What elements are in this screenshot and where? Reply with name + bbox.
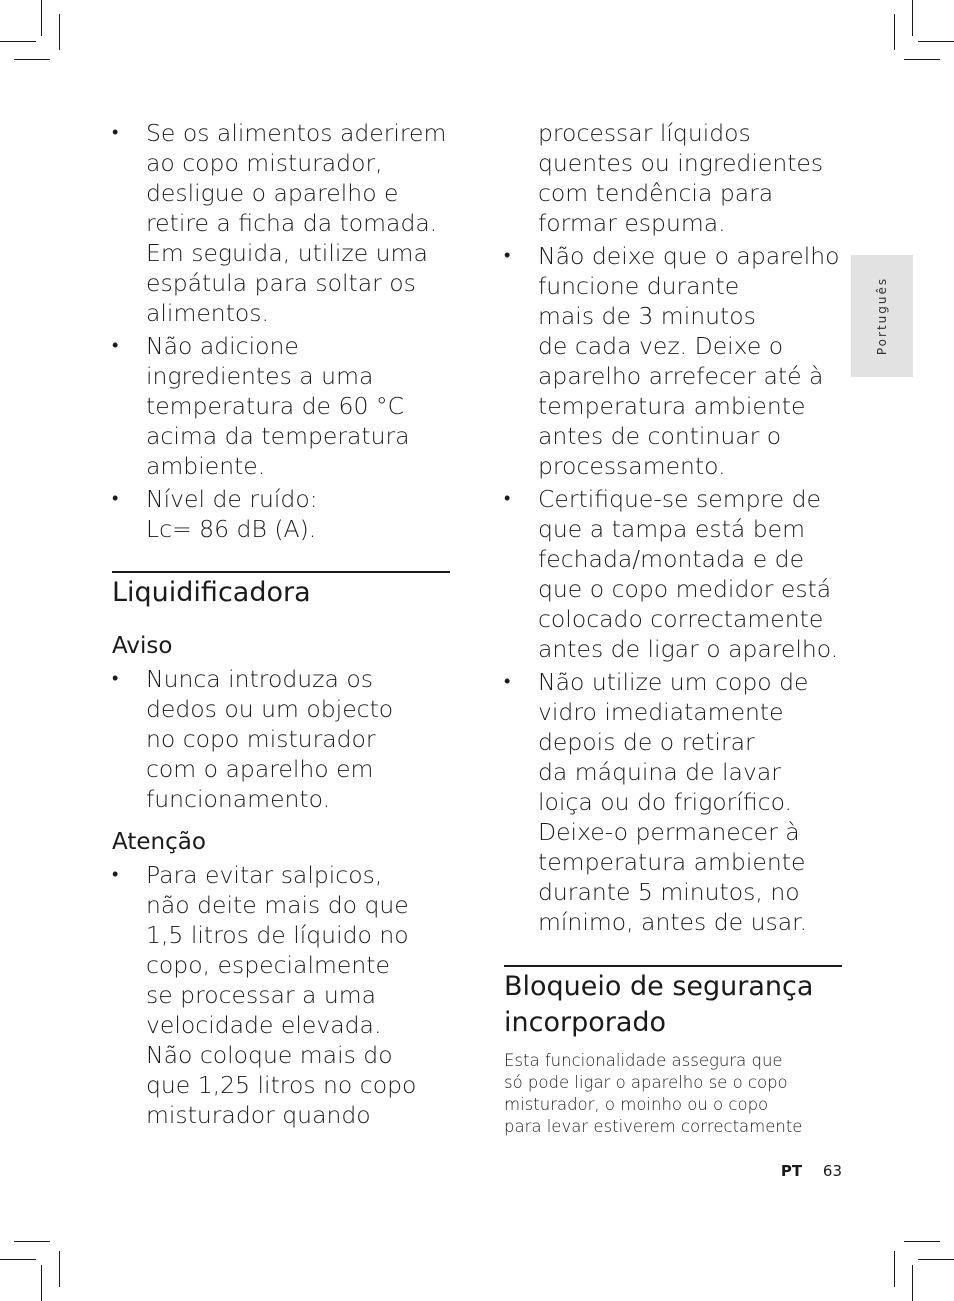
list-item [504,667,842,937]
list-item-line: aparelho arrefecer até à [538,362,824,390]
list-item-line: Em seguida, utilize uma [146,239,428,267]
bullet-list [112,118,450,544]
list-item-line: com o aparelho em [146,755,374,783]
crop-mark [912,1265,913,1301]
list-item-line: loiça ou do frigorífico. [538,788,793,816]
list-item-line: antes de ligar o aparelho. [538,635,839,663]
list-item-line: Nível de ruído: [146,485,318,513]
list-item-line: mínimo, antes de usar. [538,908,808,936]
text-line: formar espuma. [538,209,726,237]
text-line: com tendência para [538,179,774,207]
list-item-line: velocidade elevada. [146,1011,382,1039]
list-item-line: dedos ou um objecto [146,695,394,723]
list-item-line: copo, especialmente [146,951,390,979]
list-item-line: Deixe-o permanecer à [538,818,800,846]
list-item-line: vidro imediatamente [538,698,784,726]
language-tab-label: Português [875,276,889,356]
list-item-line: da máquina de lavar [538,758,781,786]
text-line: misturador, o moinho ou o copo [504,1095,769,1114]
list-item-line: que a tampa está bem [538,515,805,543]
crop-mark [912,0,913,36]
bullet-icon: • [504,245,511,266]
text-line: para levar estiverem correctamente [504,1117,803,1136]
list-item-line: se processar a uma [146,981,377,1009]
list-item-line: colocado correctamente [538,605,824,633]
crop-mark [14,1241,50,1242]
list-item-line: não deite mais do que [146,891,409,919]
list-item-line: que 1,25 litros no copo [146,1071,417,1099]
page-number: 63 [822,1162,842,1180]
list-item-line: desligue o aparelho e [146,179,399,207]
crop-mark [14,59,50,60]
list-item-line: Não deixe que o aparelho [538,242,840,270]
list-item-line: alimentos. [146,299,270,327]
list-item [112,331,450,481]
list-item-line: Certifique-se sempre de [538,485,821,513]
bullet-icon: • [112,668,119,689]
text-line: processar líquidos [538,119,751,147]
text-line: Bloqueio de segurança [504,971,814,1002]
left-column [112,118,450,1130]
list-item-line: funcionamento. [146,785,331,813]
list-item [112,118,450,328]
bullet-list [112,860,450,1130]
bullet-icon: • [504,671,511,692]
list-item-line: ao copo misturador, [146,149,383,177]
list-item-line: misturador quando [146,1101,371,1129]
section-rule [112,571,450,573]
crop-mark [904,59,940,60]
list-item-line: Lc= 86 dB (A). [146,515,317,543]
list-item-line: Para evitar salpicos, [146,861,383,889]
aviso-heading: Aviso [112,633,173,659]
list-item [112,664,450,814]
list-item-line: depois de o retirar [538,728,755,756]
crop-mark [894,1251,895,1287]
list-item-line: temperatura ambiente [538,392,806,420]
footer-language: PT [780,1162,803,1180]
right-column [504,118,842,1138]
crop-mark [904,1241,940,1242]
crop-mark [41,0,42,36]
list-item-line: ambiente. [146,452,266,480]
crop-mark [918,1259,954,1260]
list-item-line: Se os alimentos aderirem [146,119,447,147]
crop-mark [59,1251,60,1287]
bullet-icon: • [112,488,119,509]
list-item-line: que o copo medidor está [538,575,832,603]
text-line: quentes ou ingredientes [538,149,824,177]
list-item [112,484,450,544]
list-item-line: temperatura de 60 °C [146,392,405,420]
list-item-line: mais de 3 minutos [538,302,756,330]
list-item [112,860,450,1130]
bullet-icon: • [504,488,511,509]
crop-mark [0,41,36,42]
bullet-list [112,664,450,814]
crop-mark [0,1259,36,1260]
list-item-line: 1,5 litros de líquido no [146,921,409,949]
page-footer [781,1162,842,1180]
list-item [504,241,842,481]
bullet-icon: • [112,122,119,143]
list-item-line: Não coloque mais do [146,1041,393,1069]
list-item-line: temperatura ambiente [538,848,806,876]
crop-mark [41,1265,42,1301]
list-item-line: acima da temperatura [146,422,410,450]
section-body [504,1050,842,1138]
section-title: Liquidificadora [112,577,311,608]
list-item-line: de cada vez. Deixe o [538,332,784,360]
list-item-line: antes de continuar o [538,422,782,450]
crop-mark [59,14,60,50]
crop-mark [894,14,895,50]
list-item [504,484,842,664]
continuation-text [504,118,842,238]
section-title [504,969,842,1041]
list-item-line: ingredientes a uma [146,362,374,390]
list-item-line: durante 5 minutos, no [538,878,800,906]
atencao-heading: Atenção [112,829,206,855]
list-item-line: no copo misturador [146,725,376,753]
list-item-line: Não utilize um copo de [538,668,809,696]
list-item-line: Não adicione [146,332,299,360]
list-item-line: fechada/montada e de [538,545,805,573]
list-item-line: Nunca introduza os [146,665,373,693]
text-line: só pode ligar o aparelho se o copo [504,1073,788,1092]
text-line: incorporado [504,1007,667,1038]
crop-mark [918,41,954,42]
list-item-line: espátula para soltar os [146,269,416,297]
list-item-line: funcione durante [538,272,740,300]
section-rule [504,965,842,967]
bullet-list [504,241,842,937]
text-line: Esta funcionalidade assegura que [504,1051,783,1070]
language-tab [851,255,913,377]
bullet-icon: • [112,864,119,885]
list-item-line: processamento. [538,452,726,480]
list-item-line: retire a ficha da tomada. [146,209,438,237]
bullet-icon: • [112,335,119,356]
